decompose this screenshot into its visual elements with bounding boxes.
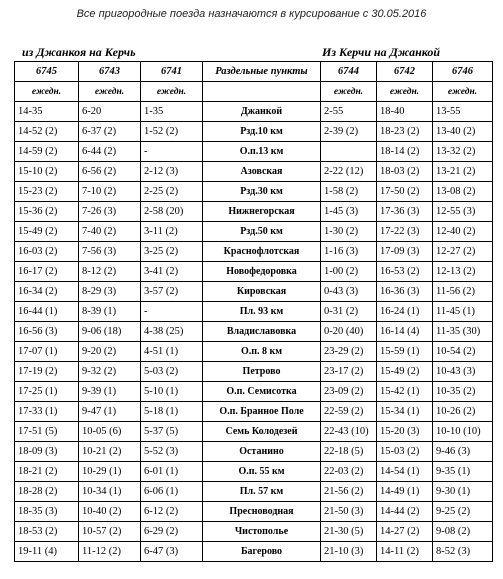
time-cell: 15-10 (2) bbox=[15, 162, 79, 182]
time-cell: 15-36 (2) bbox=[15, 202, 79, 222]
time-cell: 5-10 (1) bbox=[141, 382, 203, 402]
time-cell: 12-13 (2) bbox=[433, 262, 493, 282]
time-cell: 15-23 (2) bbox=[15, 182, 79, 202]
time-cell: 13-21 (2) bbox=[433, 162, 493, 182]
time-cell: 18-53 (2) bbox=[15, 522, 79, 542]
time-cell: 21-30 (5) bbox=[321, 522, 377, 542]
time-cell: 17-51 (5) bbox=[15, 422, 79, 442]
time-cell: 10-57 (2) bbox=[79, 522, 141, 542]
time-cell: 7-10 (2) bbox=[79, 182, 141, 202]
time-cell: 19-11 (4) bbox=[15, 542, 79, 562]
time-cell: 9-39 (1) bbox=[79, 382, 141, 402]
timetable-row bbox=[15, 502, 493, 522]
time-cell: 16-44 (1) bbox=[15, 302, 79, 322]
time-cell: - bbox=[141, 142, 203, 162]
train-number-6746: 6746 bbox=[433, 62, 493, 82]
station-name: Нижнегорская bbox=[203, 202, 321, 222]
timetable-row bbox=[15, 282, 493, 302]
time-cell: 6-06 (1) bbox=[141, 482, 203, 502]
time-cell: 14-52 (2) bbox=[15, 122, 79, 142]
timetable-row bbox=[15, 182, 493, 202]
time-cell: 18-40 bbox=[377, 102, 433, 122]
time-cell: 5-03 (2) bbox=[141, 362, 203, 382]
time-cell: 10-54 (2) bbox=[433, 342, 493, 362]
station-name: Останино bbox=[203, 442, 321, 462]
time-cell: 10-29 (1) bbox=[79, 462, 141, 482]
time-cell: 6-01 (1) bbox=[141, 462, 203, 482]
time-cell: 17-22 (3) bbox=[377, 222, 433, 242]
time-cell: 9-20 (2) bbox=[79, 342, 141, 362]
time-cell: 3-25 (2) bbox=[141, 242, 203, 262]
schedule-label: ежедн. bbox=[433, 82, 493, 102]
station-name: Чистополье bbox=[203, 522, 321, 542]
direction-label-kerch-dzhankoy: Из Керчи на Джанкой bbox=[322, 45, 441, 59]
time-cell: 1-00 (2) bbox=[321, 262, 377, 282]
time-cell: 9-30 (1) bbox=[433, 482, 493, 502]
timetable-row bbox=[15, 362, 493, 382]
time-cell: 8-12 (2) bbox=[79, 262, 141, 282]
timetable-row bbox=[15, 382, 493, 402]
station-name: О.п. Бранное Поле bbox=[203, 402, 321, 422]
time-cell: 12-27 (2) bbox=[433, 242, 493, 262]
time-cell: 13-32 (2) bbox=[433, 142, 493, 162]
station-name: Рзд.10 км bbox=[203, 122, 321, 142]
time-cell: 2-25 (2) bbox=[141, 182, 203, 202]
time-cell: 11-56 (2) bbox=[433, 282, 493, 302]
train-number-6745: 6745 bbox=[15, 62, 79, 82]
time-cell: 1-52 (2) bbox=[141, 122, 203, 142]
train-number-6741: 6741 bbox=[141, 62, 203, 82]
time-cell: 6-47 (3) bbox=[141, 542, 203, 562]
time-cell: 9-08 (2) bbox=[433, 522, 493, 542]
timetable-row bbox=[15, 482, 493, 502]
time-cell: - bbox=[141, 302, 203, 322]
timetable-row bbox=[15, 262, 493, 282]
timetable-row bbox=[15, 462, 493, 482]
time-cell: 18-35 (3) bbox=[15, 502, 79, 522]
station-name: Рзд.30 км bbox=[203, 182, 321, 202]
station-name: Пл. 93 км bbox=[203, 302, 321, 322]
time-cell: 2-12 (3) bbox=[141, 162, 203, 182]
time-cell: 16-36 (3) bbox=[377, 282, 433, 302]
time-cell: 9-35 (1) bbox=[433, 462, 493, 482]
time-cell: 18-23 (2) bbox=[377, 122, 433, 142]
time-cell: 9-32 (2) bbox=[79, 362, 141, 382]
time-cell: 10-35 (2) bbox=[433, 382, 493, 402]
time-cell: 0-31 (2) bbox=[321, 302, 377, 322]
time-cell: 8-52 (3) bbox=[433, 542, 493, 562]
time-cell: 1-16 (3) bbox=[321, 242, 377, 262]
time-cell: 16-03 (2) bbox=[15, 242, 79, 262]
station-name: Новофедоровка bbox=[203, 262, 321, 282]
time-cell: 14-27 (2) bbox=[377, 522, 433, 542]
timetable-row bbox=[15, 322, 493, 342]
time-cell bbox=[321, 142, 377, 162]
time-cell: 10-43 (3) bbox=[433, 362, 493, 382]
train-number-header-row bbox=[15, 62, 493, 82]
time-cell: 2-55 bbox=[321, 102, 377, 122]
time-cell: 18-03 (2) bbox=[377, 162, 433, 182]
timetable-row bbox=[15, 522, 493, 542]
schedule-label: ежедн. bbox=[79, 82, 141, 102]
station-name: Петрово bbox=[203, 362, 321, 382]
station-name: Багерово bbox=[203, 542, 321, 562]
time-cell: 8-29 (3) bbox=[79, 282, 141, 302]
time-cell: 23-29 (2) bbox=[321, 342, 377, 362]
timetable-row bbox=[15, 342, 493, 362]
train-number-6742: 6742 bbox=[377, 62, 433, 82]
time-cell: 15-03 (2) bbox=[377, 442, 433, 462]
station-column-header: Раздельные пункты bbox=[203, 62, 321, 82]
time-cell: 17-19 (2) bbox=[15, 362, 79, 382]
time-cell: 3-57 (2) bbox=[141, 282, 203, 302]
time-cell: 13-55 bbox=[433, 102, 493, 122]
time-cell: 6-20 bbox=[79, 102, 141, 122]
time-cell: 6-37 (2) bbox=[79, 122, 141, 142]
time-cell: 2-58 (20) bbox=[141, 202, 203, 222]
train-number-6744: 6744 bbox=[321, 62, 377, 82]
time-cell: 15-49 (2) bbox=[377, 362, 433, 382]
time-cell: 1-30 (2) bbox=[321, 222, 377, 242]
time-cell: 16-14 (4) bbox=[377, 322, 433, 342]
effective-date-notice: Все пригородные поезда назначаются в курсирование с 30.05.2016 bbox=[76, 8, 427, 20]
time-cell: 18-21 (2) bbox=[15, 462, 79, 482]
time-cell: 6-29 (2) bbox=[141, 522, 203, 542]
time-cell: 10-34 (1) bbox=[79, 482, 141, 502]
time-cell: 16-24 (1) bbox=[377, 302, 433, 322]
time-cell: 17-36 (3) bbox=[377, 202, 433, 222]
timetable-row bbox=[15, 542, 493, 562]
time-cell: 2-39 (2) bbox=[321, 122, 377, 142]
time-cell: 16-17 (2) bbox=[15, 262, 79, 282]
timetable-row bbox=[15, 302, 493, 322]
time-cell: 3-41 (2) bbox=[141, 262, 203, 282]
time-cell: 7-40 (2) bbox=[79, 222, 141, 242]
station-name: Джанкой bbox=[203, 102, 321, 122]
time-cell: 11-45 (1) bbox=[433, 302, 493, 322]
time-cell: 18-09 (3) bbox=[15, 442, 79, 462]
time-cell: 5-52 (3) bbox=[141, 442, 203, 462]
time-cell: 9-47 (1) bbox=[79, 402, 141, 422]
timetable-row bbox=[15, 442, 493, 462]
timetable-row bbox=[15, 422, 493, 442]
train-timetable bbox=[14, 61, 493, 562]
station-name: Азовская bbox=[203, 162, 321, 182]
time-cell: 1-58 (2) bbox=[321, 182, 377, 202]
station-name: Краснофлотская bbox=[203, 242, 321, 262]
time-cell: 4-38 (25) bbox=[141, 322, 203, 342]
schedule-label: ежедн. bbox=[321, 82, 377, 102]
time-cell: 23-17 (2) bbox=[321, 362, 377, 382]
station-name: О.п. 8 км bbox=[203, 342, 321, 362]
time-cell: 10-40 (2) bbox=[79, 502, 141, 522]
time-cell: 16-56 (3) bbox=[15, 322, 79, 342]
timetable-row bbox=[15, 242, 493, 262]
time-cell: 6-56 (2) bbox=[79, 162, 141, 182]
time-cell: 23-09 (2) bbox=[321, 382, 377, 402]
time-cell: 13-08 (2) bbox=[433, 182, 493, 202]
time-cell: 15-20 (3) bbox=[377, 422, 433, 442]
timetable-row bbox=[15, 102, 493, 122]
train-number-6743: 6743 bbox=[79, 62, 141, 82]
time-cell: 14-59 (2) bbox=[15, 142, 79, 162]
time-cell: 8-39 (1) bbox=[79, 302, 141, 322]
time-cell: 6-44 (2) bbox=[79, 142, 141, 162]
time-cell: 18-28 (2) bbox=[15, 482, 79, 502]
time-cell: 1-35 bbox=[141, 102, 203, 122]
time-cell: 21-10 (3) bbox=[321, 542, 377, 562]
time-cell: 2-22 (12) bbox=[321, 162, 377, 182]
time-cell: 16-53 (2) bbox=[377, 262, 433, 282]
timetable-row bbox=[15, 222, 493, 242]
time-cell: 17-50 (2) bbox=[377, 182, 433, 202]
time-cell: 22-18 (5) bbox=[321, 442, 377, 462]
schedule-label: ежедн. bbox=[15, 82, 79, 102]
time-cell: 0-20 (40) bbox=[321, 322, 377, 342]
time-cell: 5-37 (5) bbox=[141, 422, 203, 442]
time-cell: 9-25 (2) bbox=[433, 502, 493, 522]
time-cell: 22-03 (2) bbox=[321, 462, 377, 482]
time-cell: 6-12 (2) bbox=[141, 502, 203, 522]
station-name: Владиславовка bbox=[203, 322, 321, 342]
time-cell: 10-05 (6) bbox=[79, 422, 141, 442]
time-cell: 1-45 (3) bbox=[321, 202, 377, 222]
time-cell: 21-56 (2) bbox=[321, 482, 377, 502]
schedule-blank bbox=[203, 82, 321, 102]
time-cell: 11-35 (30) bbox=[433, 322, 493, 342]
timetable-row bbox=[15, 142, 493, 162]
time-cell: 10-10 (10) bbox=[433, 422, 493, 442]
station-name: Рзд.50 км bbox=[203, 222, 321, 242]
time-cell: 12-55 (3) bbox=[433, 202, 493, 222]
time-cell: 16-34 (2) bbox=[15, 282, 79, 302]
station-name: Семь Колодезей bbox=[203, 422, 321, 442]
time-cell: 14-11 (2) bbox=[377, 542, 433, 562]
time-cell: 9-06 (18) bbox=[79, 322, 141, 342]
timetable-row bbox=[15, 402, 493, 422]
time-cell: 15-42 (1) bbox=[377, 382, 433, 402]
schedule-label: ежедн. bbox=[141, 82, 203, 102]
time-cell: 11-12 (2) bbox=[79, 542, 141, 562]
time-cell: 17-09 (3) bbox=[377, 242, 433, 262]
time-cell: 15-34 (1) bbox=[377, 402, 433, 422]
time-cell: 3-11 (2) bbox=[141, 222, 203, 242]
timetable-row bbox=[15, 162, 493, 182]
time-cell: 5-18 (1) bbox=[141, 402, 203, 422]
time-cell: 12-40 (2) bbox=[433, 222, 493, 242]
timetable-row bbox=[15, 122, 493, 142]
schedule-label: ежедн. bbox=[377, 82, 433, 102]
time-cell: 22-59 (2) bbox=[321, 402, 377, 422]
station-name: Пресноводная bbox=[203, 502, 321, 522]
timetable-row bbox=[15, 202, 493, 222]
time-cell: 9-46 (3) bbox=[433, 442, 493, 462]
time-cell: 15-59 (1) bbox=[377, 342, 433, 362]
time-cell: 21-50 (3) bbox=[321, 502, 377, 522]
time-cell: 10-26 (2) bbox=[433, 402, 493, 422]
time-cell: 0-43 (3) bbox=[321, 282, 377, 302]
time-cell: 17-25 (1) bbox=[15, 382, 79, 402]
time-cell: 14-54 (1) bbox=[377, 462, 433, 482]
time-cell: 14-44 (2) bbox=[377, 502, 433, 522]
time-cell: 7-56 (3) bbox=[79, 242, 141, 262]
time-cell: 17-33 (1) bbox=[15, 402, 79, 422]
time-cell: 7-26 (3) bbox=[79, 202, 141, 222]
time-cell: 22-43 (10) bbox=[321, 422, 377, 442]
time-cell: 4-51 (1) bbox=[141, 342, 203, 362]
station-name: О.п. 55 км bbox=[203, 462, 321, 482]
time-cell: 13-40 (2) bbox=[433, 122, 493, 142]
schedule-row bbox=[15, 82, 493, 102]
time-cell: 14-49 (1) bbox=[377, 482, 433, 502]
station-name: О.п.13 км bbox=[203, 142, 321, 162]
station-name: Кировская bbox=[203, 282, 321, 302]
time-cell: 18-14 (2) bbox=[377, 142, 433, 162]
station-name: О.п. Семисотка bbox=[203, 382, 321, 402]
time-cell: 15-49 (2) bbox=[15, 222, 79, 242]
time-cell: 14-35 bbox=[15, 102, 79, 122]
direction-label-dzhankoy-kerch: из Джанкоя на Керчь bbox=[22, 45, 136, 59]
time-cell: 10-21 (2) bbox=[79, 442, 141, 462]
time-cell: 17-07 (1) bbox=[15, 342, 79, 362]
station-name: Пл. 57 км bbox=[203, 482, 321, 502]
